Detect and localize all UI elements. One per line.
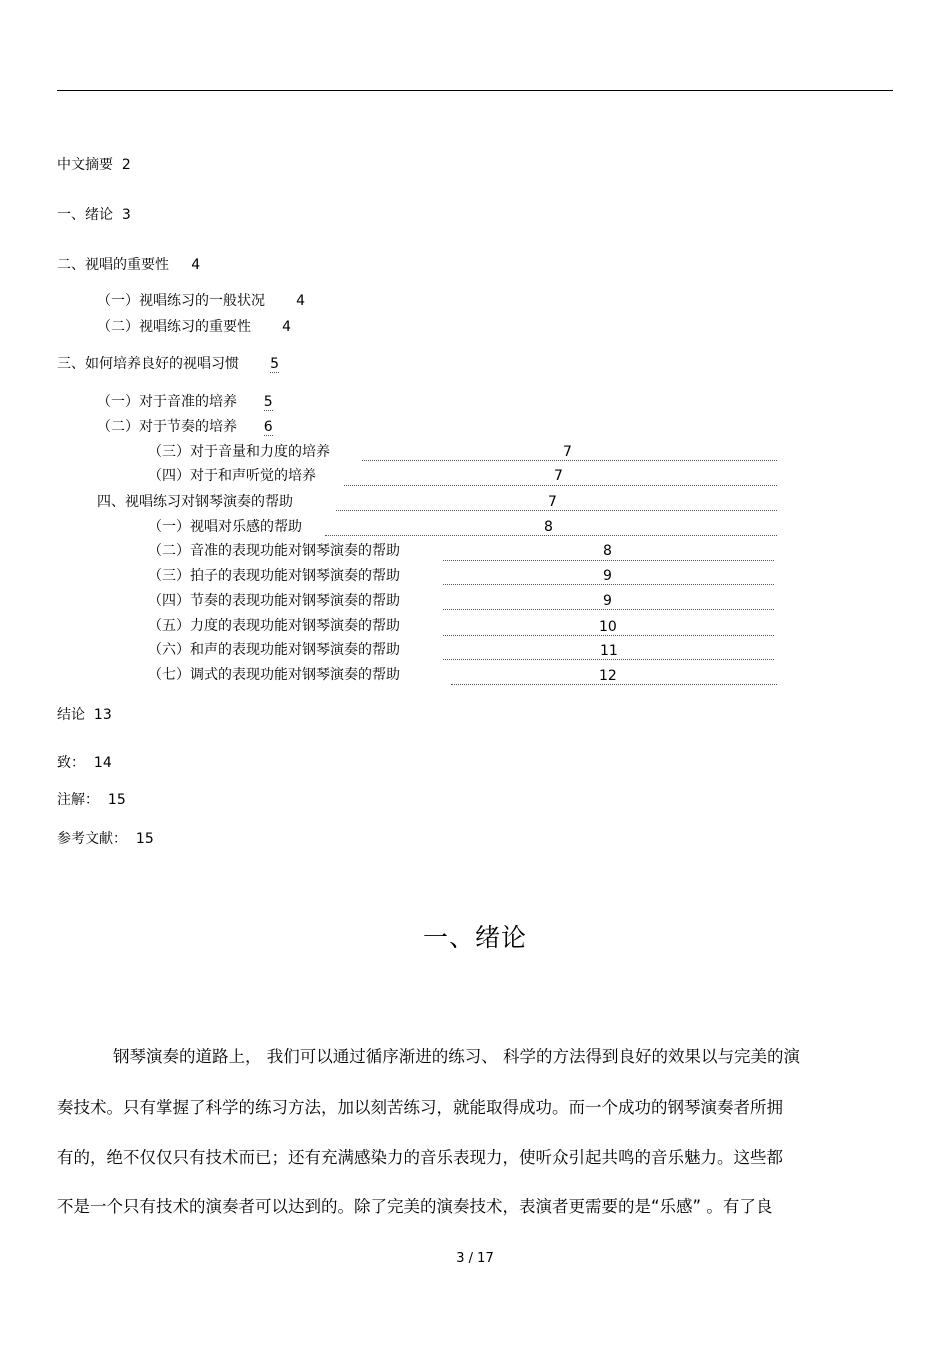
toc-page-number: 9 xyxy=(603,593,612,609)
toc-page-number: 15 xyxy=(107,792,126,808)
toc-label: （一）视唱对乐感的帮助 xyxy=(148,519,302,535)
paragraph-line: 奏技术。只有掌握了科学的练习方法，加以刻苦练习，就能取得成功。而一个成功的钢琴演奏者所拥 xyxy=(57,1098,783,1117)
toc-page-number: 12 xyxy=(599,668,617,684)
toc-entry-ch3-4[interactable] xyxy=(148,467,316,485)
paragraph-line: 钢琴演奏的道路上， 我们可以通过循序渐进的练习、 科学的方法得到良好的效果以与完美的演 xyxy=(113,1047,800,1066)
paragraph-line: 不是一个只有技术的演奏者可以达到的。除了完美的演奏技术，表演者更需要的是“乐感” 。有了良 xyxy=(57,1197,773,1216)
toc-page-number: 13 xyxy=(93,707,112,723)
toc-label: 参考文献： xyxy=(57,831,127,847)
toc-entry-ch4[interactable] xyxy=(97,493,293,511)
toc-label: （二）视唱练习的重要性 xyxy=(97,319,251,335)
toc-entry-ch2-1[interactable] xyxy=(97,292,305,310)
toc-entry-ch4-2[interactable] xyxy=(148,542,400,560)
toc-label: 注解： xyxy=(57,792,99,808)
toc-entry-ch4-7[interactable] xyxy=(148,666,400,684)
toc-label: 一、绪论 xyxy=(57,207,113,223)
toc-entry-ch4-4[interactable] xyxy=(148,592,400,610)
toc-page-number: 7 xyxy=(548,494,557,510)
toc-label: （三）拍子的表现功能对钢琴演奏的帮助 xyxy=(148,568,400,584)
toc-page-number: 14 xyxy=(93,755,112,771)
toc-label: （二）对于节奏的培养 xyxy=(97,419,237,435)
toc-label: 致： xyxy=(57,755,85,771)
toc-label: 中文摘要 xyxy=(57,157,113,173)
toc-entry-ch3-1[interactable] xyxy=(97,393,273,411)
toc-entry-intro[interactable] xyxy=(57,206,131,224)
toc-page-number: 15 xyxy=(135,831,154,847)
toc-page-number: 5 xyxy=(270,356,280,372)
toc-label: （七）调式的表现功能对钢琴演奏的帮助 xyxy=(148,667,400,683)
toc-label: 结论 xyxy=(57,707,85,723)
toc-page-number: 9 xyxy=(603,568,612,584)
paragraph-line: 有的，绝不仅仅只有技术而已；还有充满感染力的音乐表现力，使听众引起共鸣的音乐魅力。这些都 xyxy=(57,1148,783,1167)
toc-page-number: 8 xyxy=(544,519,553,535)
toc-page-number: 10 xyxy=(599,619,617,635)
toc-entry-ch2-2[interactable] xyxy=(97,318,291,336)
toc-label: 三、如何培养良好的视唱习惯 xyxy=(57,356,239,372)
toc-dot-leader xyxy=(344,485,777,486)
toc-label: （五）力度的表现功能对钢琴演奏的帮助 xyxy=(148,618,400,634)
toc-label: （三）对于音量和力度的培养 xyxy=(148,444,330,460)
toc-label: （四）对于和声听觉的培养 xyxy=(148,468,316,484)
toc-entry-references[interactable] xyxy=(57,830,154,848)
toc-entry-ch4-1[interactable] xyxy=(148,518,302,536)
toc-label: 四、视唱练习对钢琴演奏的帮助 xyxy=(97,494,293,510)
toc-page-number: 11 xyxy=(600,643,618,659)
page-indicator: 3 / 17 xyxy=(456,1251,494,1266)
toc-entry-conclusion[interactable] xyxy=(57,706,112,724)
toc-page-number: 2 xyxy=(121,157,131,173)
toc-page-number: 4 xyxy=(282,319,292,335)
toc-page-number: 6 xyxy=(263,419,273,435)
toc-label: （六）和声的表现功能对钢琴演奏的帮助 xyxy=(148,642,400,658)
toc-entry-abstract[interactable] xyxy=(57,156,131,174)
toc-entry-thanks[interactable] xyxy=(57,754,112,772)
section-heading: 一、绪论 xyxy=(422,923,527,952)
toc-entry-ch4-6[interactable] xyxy=(148,641,400,659)
toc-entry-ch2[interactable] xyxy=(57,256,200,274)
toc-page-number: 4 xyxy=(191,257,201,273)
toc-page-number: 8 xyxy=(603,543,612,559)
toc-label: （一）视唱练习的一般状况 xyxy=(97,293,265,309)
toc-label: （四）节奏的表现功能对钢琴演奏的帮助 xyxy=(148,593,400,609)
toc-label: 二、视唱的重要性 xyxy=(57,257,169,273)
toc-entry-ch3-2[interactable] xyxy=(97,418,273,436)
toc-page-number: 7 xyxy=(563,444,572,460)
toc-dot-leader xyxy=(443,560,774,561)
toc-page-number: 5 xyxy=(263,394,273,410)
toc-page-number: 4 xyxy=(296,293,306,309)
toc-entry-ch3-3[interactable] xyxy=(148,443,330,461)
header-rule xyxy=(57,90,893,91)
toc-entry-notes[interactable] xyxy=(57,791,126,809)
toc-page-number: 7 xyxy=(554,468,563,484)
toc-entry-ch4-3[interactable] xyxy=(148,567,400,585)
toc-entry-ch4-5[interactable] xyxy=(148,617,400,635)
toc-label: （一）对于音准的培养 xyxy=(97,394,237,410)
toc-page-number: 3 xyxy=(121,207,131,223)
toc-entry-ch3[interactable] xyxy=(57,355,279,373)
toc-label: （二）音准的表现功能对钢琴演奏的帮助 xyxy=(148,543,400,559)
